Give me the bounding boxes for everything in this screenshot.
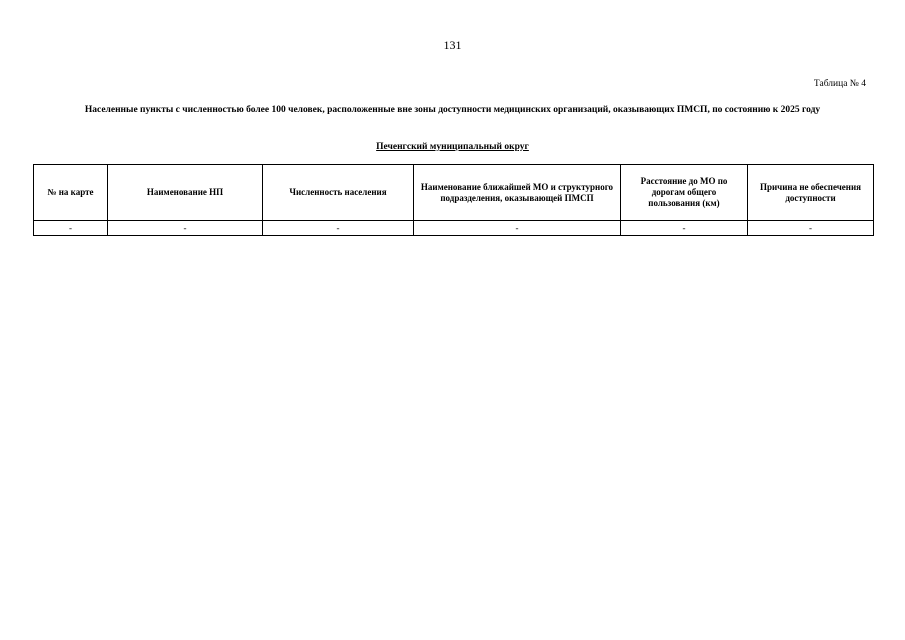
table-cell: - xyxy=(414,221,621,236)
header-map-number: № на карте xyxy=(34,165,108,221)
table-row xyxy=(34,221,874,236)
header-distance: Расстояние до МО по дорогам общего пользования (км) xyxy=(621,165,748,221)
header-nearest-medical-org: Наименование ближайшей МО и структурного подразделения, оказывающей ПМСП xyxy=(414,165,621,221)
table-header-row xyxy=(34,165,874,221)
table-label: Таблица № 4 xyxy=(813,79,866,89)
table-cell: - xyxy=(263,221,414,236)
table-cell: - xyxy=(621,221,748,236)
document-title: Населенные пункты с численностью более 100 человек, расположенные вне зоны доступности медицинских организаций, оказывающих ПМСП, по состоянию к 2025 году xyxy=(84,105,821,115)
data-table xyxy=(33,164,874,236)
header-population: Численность населения xyxy=(263,165,414,221)
header-settlement-name: Наименование НП xyxy=(108,165,263,221)
table-cell: - xyxy=(34,221,108,236)
table-cell: - xyxy=(108,221,263,236)
table-cell: - xyxy=(748,221,874,236)
district-heading: Печенгский муниципальный округ xyxy=(376,142,529,152)
header-reason: Причина не обеспечения доступности xyxy=(748,165,874,221)
page-number: 131 xyxy=(443,38,462,52)
